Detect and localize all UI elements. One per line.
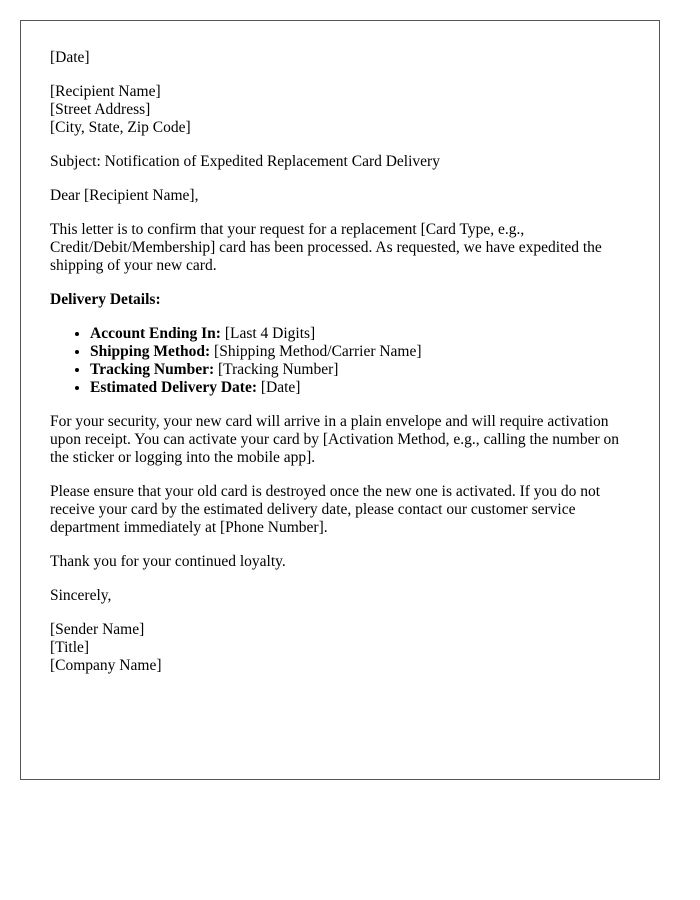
sender-signature: [50, 621, 629, 675]
security-paragraph: For your security, your new card will arrive in a plain envelope and will require activation upon receipt. You can activate your card by [Activation Method, e.g., calling the number on the sticker or logging into the mobile app].: [50, 413, 620, 466]
detail-label: Tracking Number:: [90, 361, 215, 378]
recipient-street: [Street Address]: [50, 101, 151, 118]
recipient-address: [50, 83, 629, 137]
detail-label: Shipping Method:: [90, 343, 211, 360]
list-item: [90, 343, 629, 361]
sender-title: [Title]: [50, 639, 90, 656]
detail-label: Estimated Delivery Date:: [90, 379, 258, 396]
detail-label: Account Ending In:: [90, 325, 221, 342]
recipient-city-state-zip: [City, State, Zip Code]: [50, 119, 191, 136]
thanks-line: Thank you for your continued loyalty.: [50, 553, 286, 570]
delivery-details-list: [50, 325, 629, 397]
intro-paragraph: This letter is to confirm that your request for a replacement [Card Type, e.g., Credit/Debit/Membership] card has been processed. As requested, we have expedited the shipping of your new card.: [50, 221, 602, 274]
detail-value: [Shipping Method/Carrier Name]: [210, 343, 422, 360]
letter-date: [Date]: [50, 49, 90, 66]
detail-value: [Last 4 Digits]: [220, 325, 316, 342]
destroy-card-paragraph: Please ensure that your old card is destroyed once the new one is activated. If you do not receive your card by the estimated delivery date, please contact our customer service department immediately at [Phone Number].: [50, 483, 601, 536]
closing: Sincerely,: [50, 587, 112, 604]
list-item: [90, 325, 629, 343]
delivery-details-heading: Delivery Details:: [50, 291, 161, 308]
detail-value: [Date]: [257, 379, 301, 396]
list-item: [90, 379, 629, 397]
letter-subject: Subject: Notification of Expedited Replacement Card Delivery: [50, 153, 440, 170]
sender-company: [Company Name]: [50, 657, 162, 674]
detail-value: [Tracking Number]: [214, 361, 339, 378]
salutation: Dear [Recipient Name],: [50, 187, 199, 204]
recipient-name: [Recipient Name]: [50, 83, 161, 100]
letter-page: [20, 20, 660, 780]
list-item: [90, 361, 629, 379]
sender-name: [Sender Name]: [50, 621, 145, 638]
